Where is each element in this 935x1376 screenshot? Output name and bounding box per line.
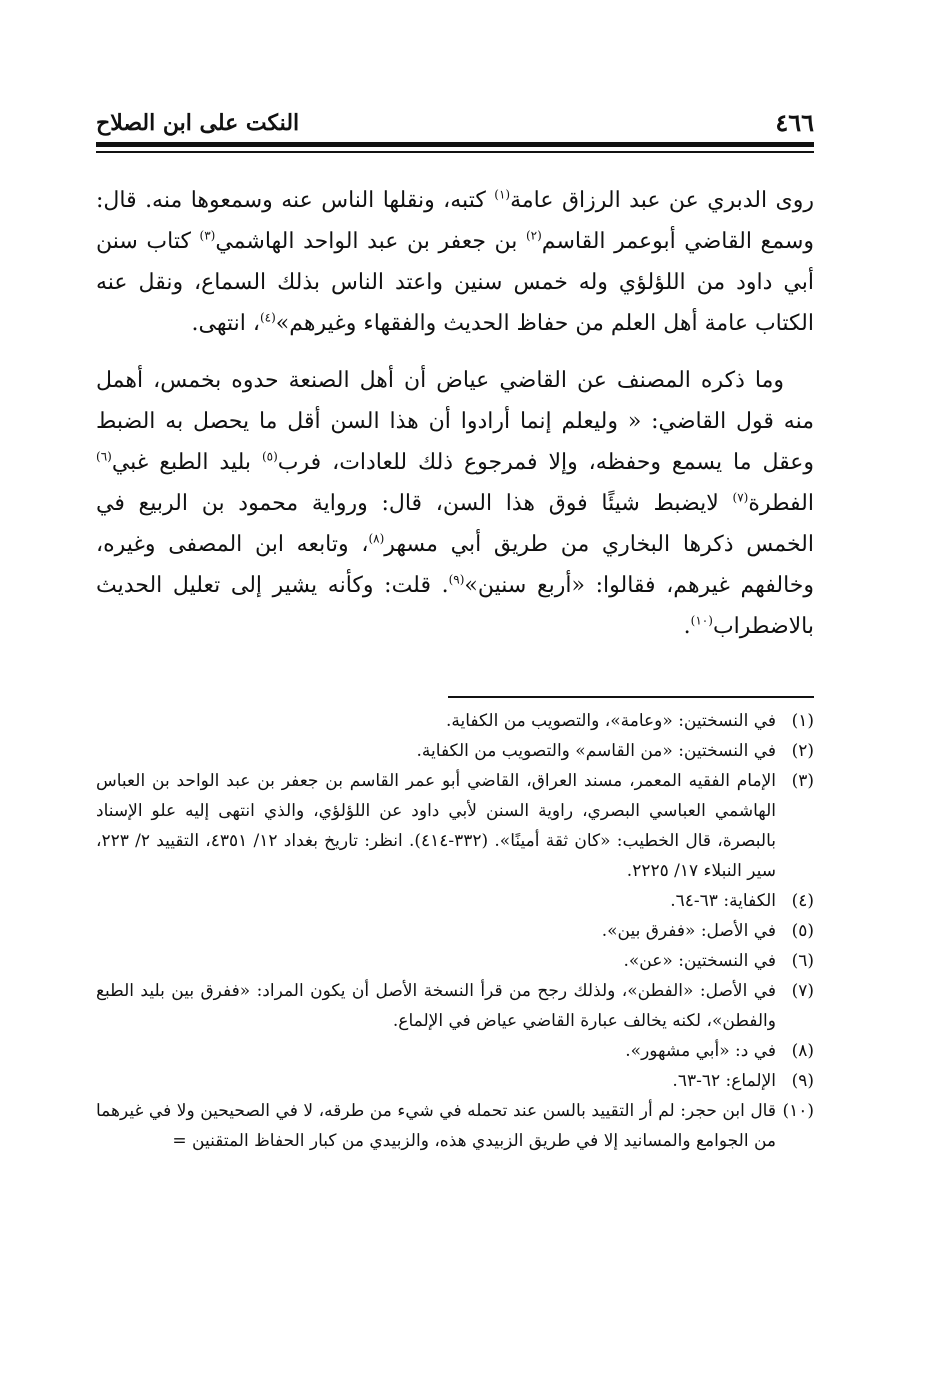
footnote-text: الإمام الفقيه المعمر، مسند العراق، القاضي أبو عمر القاسم بن جعفر بن عبد الواحد بن العباس الهاشمي العباسي البصري، راوية السنن لأبي داود عن اللؤلؤي، والذي انتهى إليه علو الإسناد بالبصرة، قال الخطيب: «كان ثقة أمينًا». (٣٣٢-٤١٤). انظر: تاريخ بغداد ١٢/ ٤٣٥١، التقييد ٢/ ٢٢٣، سير النبلاء ١٧/ ٢٢٢٥. [96, 771, 776, 881]
footnote-4 [96, 886, 814, 916]
text-run: ، وتابعه ابن المصفى وغيره، وخالفهم غيرهم، فقالوا: «أربع سنين» [96, 532, 814, 598]
footnote-text: في النسختين: «عن». [623, 951, 776, 971]
footnote-ref-4: (٤) [259, 310, 276, 325]
text-run: بن جعفر بن عبد الواحد الهاشمي [215, 229, 526, 254]
footnote-text: الإلماع: ٦٢-٦٣. [672, 1071, 776, 1091]
footnote-separator [448, 696, 814, 698]
footnote-number: (٢) [791, 741, 814, 761]
paragraph-2 [96, 360, 814, 647]
paragraph-1 [96, 180, 814, 344]
footnote-ref-3: (٣) [199, 228, 216, 243]
text-run: كتاب سنن أبي داود من اللؤلؤي وله خمس سنين واعتد الناس بذلك السماع، ونقل عنه الكتاب عامة أهل العلم من حفاظ الحديث والفقهاء وغيرهم» [96, 229, 814, 336]
text-run: كتبه، ونقلها الناس عنه وسمعوها منه. قال: وسمع القاضي أبوعمر القاسم [96, 188, 814, 254]
text-run: وما ذكره المصنف عن القاضي عياض أن أهل الصنعة حدوه بخمس، أهمل منه قول القاضي: « وليعلم إنما أرادوا أن هذا السن أقل ما يحصل به الضبط وعقل ما يسمع وحفظه، وإلا فمرجوع ذلك للعادات، فرب [96, 368, 815, 475]
footnote-7 [96, 976, 814, 1036]
footnote-2 [96, 736, 814, 766]
footnote-number: (٣) [791, 771, 814, 791]
footnote-6 [96, 946, 814, 976]
footnotes [96, 706, 814, 1156]
footnote-text: في الأصل: «ففرق بين». [601, 921, 776, 941]
footnote-ref-10: (١٠) [690, 613, 713, 628]
text-run: بليد الطبع غبي [111, 450, 262, 475]
text-run: الفطرة [748, 491, 814, 516]
footnote-number: (٦) [791, 951, 814, 971]
footnote-text: في الأصل: «الفطن»، ولذلك رجح من قرأ النسخة الأصل أن يكون المراد: «ففرق بين بليد الطبع والفطن»، لكنه يخالف عبارة القاضي عياض في الإلماع. [96, 981, 776, 1031]
footnote-1 [96, 706, 814, 736]
footnote-ref-8: (٨) [368, 531, 385, 546]
footnote-8 [96, 1036, 814, 1066]
footnote-number: (٩) [791, 1071, 814, 1091]
footnote-number: (٥) [791, 921, 814, 941]
footnote-number: (٧) [791, 981, 814, 1001]
footnote-ref-6: (٦) [96, 449, 112, 464]
page-header [96, 108, 814, 136]
footnote-ref-1: (١) [494, 187, 511, 202]
text-run: روى الدبري عن عبد الرزاق عامة [510, 188, 815, 213]
footnote-number: (١٠) [782, 1101, 814, 1121]
footnote-ref-2: (٢) [525, 228, 542, 243]
footnote-ref-5: (٥) [261, 449, 278, 464]
footnote-text: قال ابن حجر: لم أر التقييد بالسن عند تحمله في شيء من طرقه، لا في الصحيحين ولا في غيرهما من الجوامع والمسانيد إلا في طريق الزبيدي هذه، والزبيدي من كبار الحفاظ المتقنين = [96, 1101, 776, 1151]
footnote-text: في د: «أبي مشهور». [625, 1041, 776, 1061]
footnote-ref-9: (٩) [448, 572, 465, 587]
footnote-number: (١) [791, 711, 814, 731]
text-run: . قلت: وكأنه يشير إلى تعليل الحديث بالاضطراب [96, 573, 814, 639]
footnote-9 [96, 1066, 814, 1096]
header-rule-thick [96, 142, 814, 147]
header-rule-thin [96, 151, 814, 153]
text-run: . [683, 614, 691, 639]
footnote-ref-7: (٧) [732, 490, 749, 505]
footnote-text: في النسختين: «من القاسم» والتصويب من الكفاية. [416, 741, 776, 761]
footnote-text: في النسختين: «وعامة»، والتصويب من الكفاية. [445, 711, 776, 731]
text-run: ، انتهى. [191, 311, 260, 336]
footnote-3 [96, 766, 814, 886]
running-title: النكت على ابن الصلاح [96, 110, 300, 136]
page-number: ٤٦٦ [775, 108, 814, 137]
footnote-10 [96, 1096, 814, 1156]
text-run: لايضبط شيئًا فوق هذا السن، قال: ورواية محمود بن الربيع في الخمس ذكرها البخاري من طريق أبي مسهر [96, 491, 814, 557]
footnote-5 [96, 916, 814, 946]
main-text [96, 180, 814, 647]
footnote-text: الكفاية: ٦٣-٦٤. [670, 891, 776, 911]
footnote-number: (٤) [791, 891, 814, 911]
footnote-number: (٨) [791, 1041, 814, 1061]
